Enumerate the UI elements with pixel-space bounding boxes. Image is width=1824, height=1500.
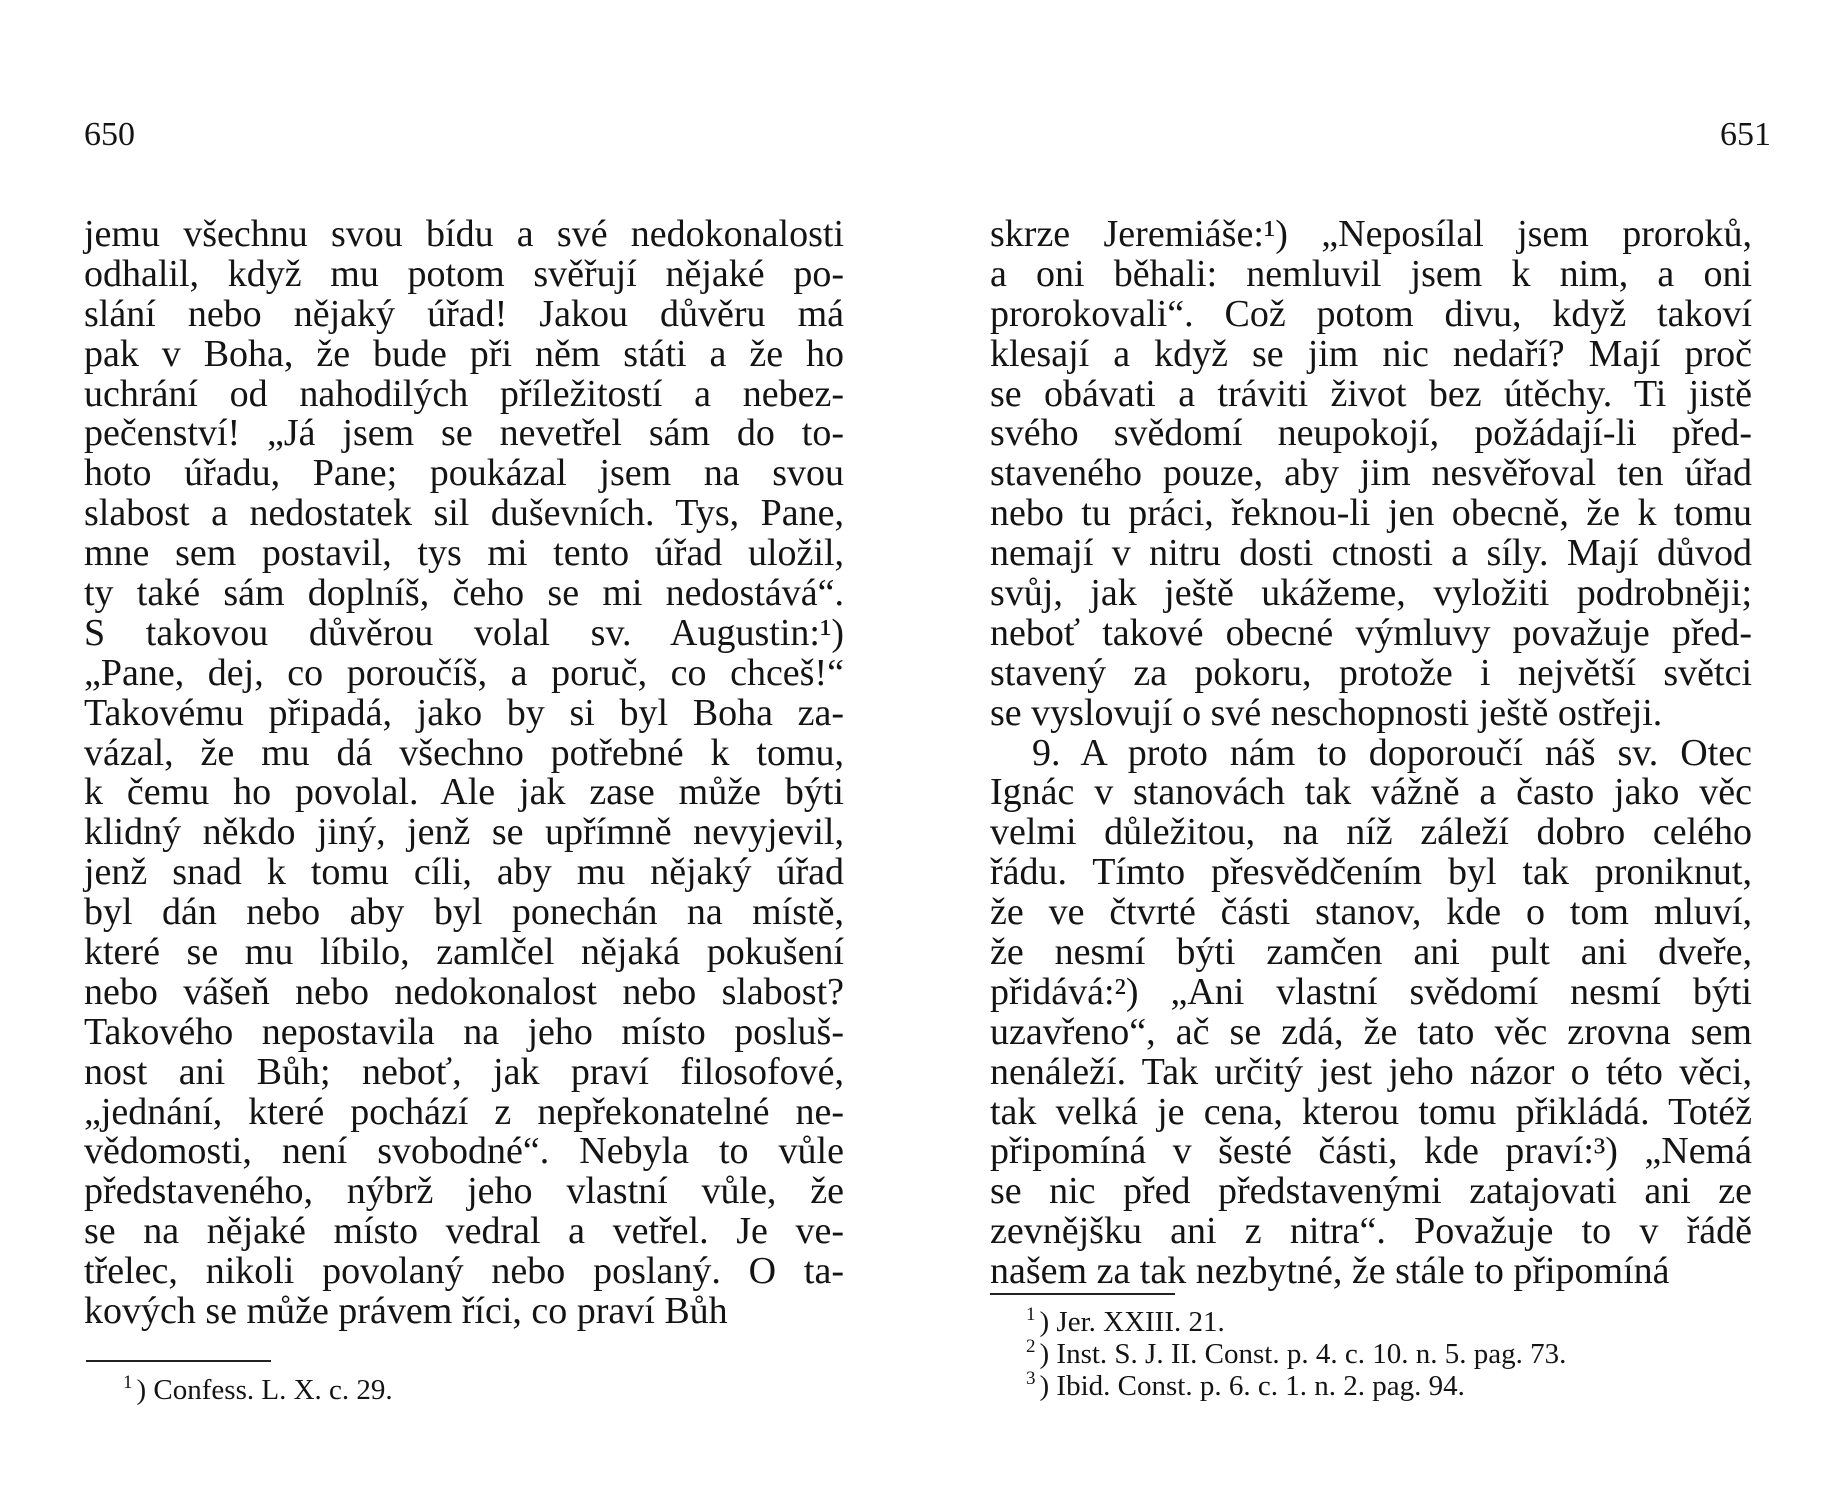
page-number-left: 650 bbox=[84, 116, 135, 153]
text-line: Takového nepostavila na jeho místo posluš- bbox=[84, 1010, 844, 1053]
footnote-paren: ) bbox=[1039, 1306, 1057, 1338]
text-line: třelec, nikoli povolaný nebo poslaný. O ta- bbox=[84, 1250, 844, 1293]
footnote bbox=[1026, 1338, 1566, 1370]
text-line: 9. A proto nám to doporoučí náš sv. Otec bbox=[1032, 731, 1752, 774]
text-line: zevnějšku ani z nitra“. Považuje to v řádě bbox=[990, 1210, 1752, 1253]
text-line: staveného pouze, aby jim nesvěřoval ten úřad bbox=[990, 452, 1752, 495]
footnote-paren: ) bbox=[136, 1374, 154, 1406]
text-line: svůj, jak ještě ukážeme, vyložiti podrobněji; bbox=[990, 572, 1752, 615]
footnote bbox=[123, 1374, 393, 1406]
text-line: jemu všechnu svou bídu a své nedokonalosti bbox=[84, 213, 844, 255]
text-line: odhalil, když mu potom svěřují nějaké po- bbox=[84, 252, 844, 295]
right-page-text bbox=[990, 215, 1752, 1292]
text-line: Ignác v stanovách tak vážně a často jako věc bbox=[990, 771, 1752, 814]
text-line: kových se může právem říci, co praví Bůh bbox=[84, 1290, 728, 1333]
text-line: vázal, že mu dá všechno potřebné k tomu, bbox=[84, 731, 844, 774]
text-line: našem za tak nezbytné, že stále to připomíná bbox=[990, 1250, 1670, 1293]
text-line: představeného, nýbrž jeho vlastní vůle, že bbox=[84, 1170, 844, 1213]
text-line: klidný někdo jiný, jenž se upřímně nevyjevil, bbox=[84, 811, 844, 854]
text-line: se nic před představenými zatajovati ani ze bbox=[990, 1170, 1752, 1213]
text-line: Takovému připadá, jako by si byl Boha za- bbox=[84, 691, 844, 734]
text-line: pak v Boha, že bude při něm státi a že ho bbox=[84, 332, 844, 375]
text-line: řádu. Tímto přesvědčením byl tak proniknut, bbox=[990, 851, 1752, 894]
text-line: skrze Jeremiáše:¹) „Neposílal jsem proroků, bbox=[990, 213, 1752, 255]
text-line: se obávati a tráviti život bez útěchy. Ti jistě bbox=[990, 372, 1752, 415]
footnote bbox=[1026, 1370, 1566, 1402]
footnote-marker: 2 bbox=[1026, 1336, 1036, 1358]
text-line: byl dán nebo aby byl ponechán na místě, bbox=[84, 891, 844, 934]
footnote-marker: 1 bbox=[123, 1372, 133, 1394]
text-line: „Pane, dej, co poroučíš, a poruč, co chceš!“ bbox=[84, 651, 844, 694]
text-line: nemají v nitru dosti ctnosti a síly. Mají důvod bbox=[990, 532, 1752, 575]
text-line: velmi důležitou, na níž záleží dobro celého bbox=[990, 811, 1752, 854]
footnote-text: Ibid. Const. p. 6. c. 1. n. 2. pag. 94. bbox=[1056, 1370, 1465, 1402]
text-line: a oni běhali: nemluvil jsem k nim, a oni bbox=[990, 252, 1752, 295]
text-line: přidává:²) „Ani vlastní svědomí nesmí býti bbox=[990, 970, 1752, 1013]
text-line: nebo vášeň nebo nedokonalost nebo slabost? bbox=[84, 970, 844, 1013]
footnote-paren: ) bbox=[1039, 1370, 1057, 1402]
text-line: slabost a nedostatek sil duševních. Tys, Pane, bbox=[84, 492, 844, 535]
text-line: že nesmí býti zamčen ani pult ani dveře, bbox=[990, 931, 1752, 974]
text-line: stavený za pokoru, protože i největší světci bbox=[990, 651, 1752, 694]
text-line: S takovou důvěrou volal sv. Augustin:¹) bbox=[84, 611, 844, 654]
text-line: jenž snad k tomu cíli, aby mu nějaký úřad bbox=[84, 851, 844, 894]
text-line: že ve čtvrté části stanov, kde o tom mluví, bbox=[990, 891, 1752, 934]
text-line: nenáleží. Tak určitý jest jeho názor o této věci, bbox=[990, 1050, 1752, 1093]
page-number-right: 651 bbox=[1720, 116, 1771, 153]
text-line: uchrání od nahodilých příležitostí a nebez- bbox=[84, 372, 844, 415]
text-line: se vyslovují o své neschopnosti ještě ostřeji. bbox=[990, 691, 1663, 734]
text-line: nost ani Bůh; neboť, jak praví filosofové, bbox=[84, 1050, 844, 1093]
text-line: slání nebo nějaký úřad! Jakou důvěru má bbox=[84, 292, 844, 335]
text-line: pečenství! „Já jsem se nevetřel sám do to- bbox=[84, 412, 844, 455]
footnote-divider-left bbox=[86, 1360, 271, 1362]
text-line: svého svědomí neupokojí, požádají-li před- bbox=[990, 412, 1752, 455]
footnotes-right bbox=[1026, 1306, 1566, 1402]
footnote-text: Confess. L. X. c. 29. bbox=[153, 1374, 393, 1406]
text-line: „jednání, které pochází z nepřekonatelné ne- bbox=[84, 1090, 844, 1133]
text-line: nebo tu práci, řeknou-li jen obecně, že k tomu bbox=[990, 492, 1752, 535]
text-line: ty také sám doplníš, čeho se mi nedostává“. bbox=[84, 572, 844, 615]
text-line: prorokovali“. Což potom divu, když takoví bbox=[990, 292, 1752, 335]
text-line: neboť takové obecné výmluvy považuje před- bbox=[990, 611, 1752, 654]
text-line: uzavřeno“, ač se zdá, že tato věc zrovna sem bbox=[990, 1010, 1752, 1053]
footnote-marker: 1 bbox=[1026, 1304, 1036, 1326]
footnote-marker: 3 bbox=[1026, 1368, 1036, 1390]
text-line: tak velká je cena, kterou tomu přikládá. Totéž bbox=[990, 1090, 1752, 1133]
footnote bbox=[1026, 1306, 1566, 1338]
text-line: připomíná v šesté části, kde praví:³) „Nemá bbox=[990, 1130, 1752, 1173]
footnote-paren: ) bbox=[1039, 1338, 1057, 1370]
text-line: hoto úřadu, Pane; poukázal jsem na svou bbox=[84, 452, 844, 495]
footnote-text: Inst. S. J. II. Const. p. 4. c. 10. n. 5. pag. 73. bbox=[1056, 1338, 1567, 1370]
text-line: klesají a když se jim nic nedaří? Mají proč bbox=[990, 332, 1752, 375]
text-line: k čemu ho povolal. Ale jak zase může býti bbox=[84, 771, 844, 814]
text-line: mne sem postavil, tys mi tento úřad uložil, bbox=[84, 532, 844, 575]
text-line: které se mu líbilo, zamlčel nějaká pokušení bbox=[84, 931, 844, 974]
left-page-text bbox=[84, 215, 844, 1332]
footnote-divider-right bbox=[990, 1293, 1175, 1295]
text-line: se na nějaké místo vedral a vetřel. Je ve- bbox=[84, 1210, 844, 1253]
footnotes-left bbox=[123, 1374, 393, 1406]
footnote-text: Jer. XXIII. 21. bbox=[1056, 1306, 1225, 1338]
text-line: vědomosti, není svobodné“. Nebyla to vůle bbox=[84, 1130, 844, 1173]
